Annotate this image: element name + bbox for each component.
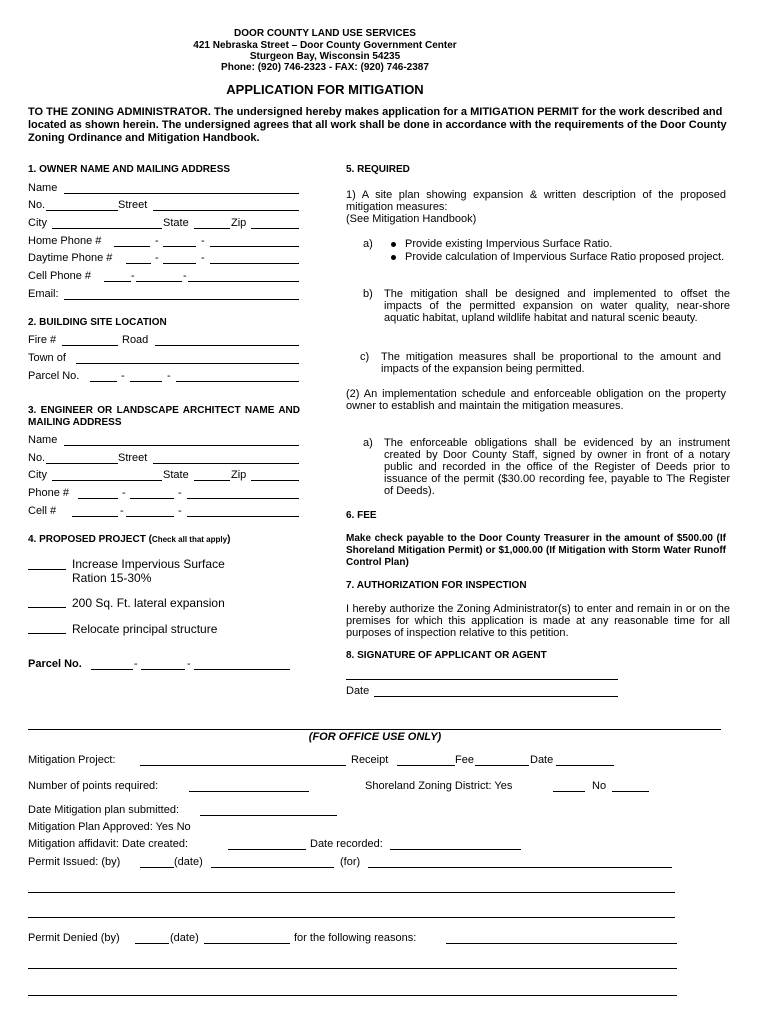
- owner-daytime-phone-field-1[interactable]: [126, 263, 151, 264]
- engineer-phone-field-2[interactable]: [130, 498, 174, 499]
- site-parcel-field-1[interactable]: [90, 381, 117, 382]
- section7-heading: 7. AUTHORIZATION FOR INSPECTION: [346, 580, 527, 591]
- engineer-street-field[interactable]: [153, 463, 299, 464]
- owner-zip-field[interactable]: [251, 228, 299, 229]
- dash: -: [183, 270, 187, 282]
- date-submitted-field[interactable]: [200, 815, 337, 816]
- owner-cell-phone-field-3[interactable]: [188, 281, 299, 282]
- fee-text: Make check payable to the Door County Treasurer in the amount of $500.00 (If Shoreland Mitigation Permit) or $1,000.00 (If Mitigation with Storm Water Runoff Control Plan): [346, 533, 726, 568]
- owner-city-field[interactable]: [52, 228, 162, 229]
- required-a2-text: Provide calculation of Impervious Surface Ratio proposed project.: [405, 251, 725, 263]
- project-option1-label: Increase Impervious Surface: [72, 557, 225, 571]
- header-address: 421 Nebraska Street – Door County Government Center: [193, 40, 457, 51]
- fee-field[interactable]: [475, 765, 529, 766]
- owner-state-label: State: [163, 217, 189, 229]
- section8-heading: 8. SIGNATURE OF APPLICANT OR AGENT: [346, 650, 547, 661]
- office-heading: [0, 731, 750, 743]
- header-phone: Phone: (920) 746-2323 - FAX: (920) 746-2387: [221, 62, 429, 73]
- owner-no-label: No.: [28, 199, 46, 211]
- project-parcel-field-2[interactable]: [141, 669, 185, 670]
- required-p1b: (See Mitigation Handbook): [346, 213, 477, 225]
- required-a-label: a): [363, 238, 373, 250]
- fee-label: Fee: [455, 754, 474, 766]
- receipt-field[interactable]: [397, 765, 455, 766]
- required-c-label: c): [360, 351, 370, 363]
- section5-heading: 5. REQUIRED: [346, 164, 410, 175]
- owner-cell-phone-field-1[interactable]: [104, 281, 131, 282]
- permit-issued-line-2[interactable]: [28, 892, 675, 893]
- dash: -: [178, 505, 182, 517]
- fire-field[interactable]: [62, 345, 118, 346]
- owner-cell-phone-label: Cell Phone #: [28, 270, 91, 282]
- page-title: APPLICATION FOR MITIGATION: [226, 82, 424, 97]
- engineer-state-field[interactable]: [194, 480, 230, 481]
- project-option1-label-2: Ration 15-30%: [72, 571, 152, 585]
- permit-issued-date-field[interactable]: [211, 867, 334, 868]
- shoreland-no-field[interactable]: [612, 791, 649, 792]
- permit-issued-for-field[interactable]: [368, 867, 672, 868]
- fire-label: Fire #: [28, 334, 57, 346]
- town-label: Town of: [28, 352, 66, 364]
- project-option3-check[interactable]: [28, 633, 66, 634]
- section1-heading: 1. OWNER NAME AND MAILING ADDRESS: [28, 164, 231, 175]
- date-recorded-label: Date recorded:: [310, 838, 383, 850]
- section2-heading: 2. BUILDING SITE LOCATION: [28, 317, 167, 328]
- project-parcel-label: Parcel No.: [28, 658, 82, 670]
- project-option3-label: Relocate principal structure: [72, 622, 218, 636]
- dash: -: [201, 235, 205, 247]
- date-recorded-field[interactable]: [390, 849, 521, 850]
- reasons-line-2[interactable]: [28, 968, 677, 969]
- office-heading-text: (FOR OFFICE USE ONLY): [308, 731, 442, 743]
- dash: -: [122, 487, 126, 499]
- owner-state-field[interactable]: [194, 228, 230, 229]
- engineer-phone-field-1[interactable]: [78, 498, 118, 499]
- site-parcel-label: Parcel No.: [28, 370, 80, 382]
- required-a1: [391, 238, 612, 250]
- engineer-cell-field-2[interactable]: [126, 516, 174, 517]
- date-submitted-label: Date Mitigation plan submitted:: [28, 804, 180, 816]
- dash: -: [134, 658, 138, 670]
- permit-denied-date-field[interactable]: [204, 943, 290, 944]
- section4-heading-close: ): [227, 534, 231, 545]
- required-b-label: b): [363, 288, 373, 300]
- required-a2: [391, 251, 730, 263]
- bullet-icon: [391, 242, 396, 247]
- engineer-name-field[interactable]: [64, 445, 299, 446]
- dash: -: [131, 270, 135, 282]
- section4-heading-text: 4. PROPOSED PROJECT (: [28, 534, 152, 545]
- engineer-no-label: No.: [28, 452, 46, 464]
- road-label: Road: [122, 334, 149, 346]
- engineer-no-field[interactable]: [46, 463, 118, 464]
- header-city: Sturgeon Bay, Wisconsin 54235: [249, 51, 401, 62]
- permit-issued-label: Permit Issued: (by): [28, 856, 121, 868]
- owner-street-field[interactable]: [153, 210, 299, 211]
- project-parcel-field-1[interactable]: [91, 669, 133, 670]
- owner-city-label: City: [28, 217, 47, 229]
- owner-home-phone-label: Home Phone #: [28, 235, 102, 247]
- owner-home-phone-field-3[interactable]: [210, 246, 299, 247]
- shoreland-no-label: No: [592, 780, 607, 792]
- signature-field[interactable]: [346, 679, 618, 680]
- dash: -: [155, 252, 159, 264]
- affidavit-label: Mitigation affidavit: Date created:: [28, 838, 188, 850]
- permit-issued-line-3[interactable]: [28, 917, 675, 918]
- section4-heading: [28, 534, 230, 545]
- shoreland-label: Shoreland Zoning District: Yes: [365, 780, 513, 792]
- receipt-label: Receipt: [351, 754, 389, 766]
- following-reasons-field[interactable]: [446, 943, 677, 944]
- date-label: Date: [530, 754, 554, 766]
- engineer-phone-label: Phone #: [28, 487, 69, 499]
- engineer-state-label: State: [163, 469, 189, 481]
- town-field[interactable]: [76, 363, 299, 364]
- header-org: DOOR COUNTY LAND USE SERVICES: [234, 28, 416, 39]
- following-reasons-label: for the following reasons:: [294, 932, 417, 944]
- owner-no-field[interactable]: [46, 210, 118, 211]
- owner-zip-label: Zip: [231, 217, 247, 229]
- permit-issued-date-label: (date): [174, 856, 203, 868]
- engineer-cell-field-3[interactable]: [187, 516, 299, 517]
- office-divider: [28, 729, 721, 730]
- project-option2-check[interactable]: [28, 607, 66, 608]
- permit-issued-by-field[interactable]: [140, 867, 174, 868]
- required-b: The mitigation shall be designed and implemented to offset the impacts of the permitted expansion on water quality, near-shore aquatic habitat, upland wildlife habitat and natural scenic beauty.: [384, 288, 730, 324]
- owner-home-phone-field-1[interactable]: [114, 246, 150, 247]
- dash: -: [187, 658, 191, 670]
- signature-date-label: Date: [346, 685, 370, 697]
- engineer-street-label: Street: [118, 452, 148, 464]
- site-parcel-field-2[interactable]: [130, 381, 162, 382]
- signature-date-field[interactable]: [374, 696, 618, 697]
- project-option2-label: 200 Sq. Ft. lateral expansion: [72, 596, 225, 610]
- section4-heading-note: Check all that apply: [151, 535, 228, 544]
- owner-street-label: Street: [118, 199, 148, 211]
- engineer-cell-field-1[interactable]: [72, 516, 118, 517]
- section6-heading: 6. FEE: [346, 510, 377, 521]
- engineer-zip-field[interactable]: [251, 480, 299, 481]
- owner-home-phone-field-2[interactable]: [163, 246, 196, 247]
- required-p2: (2) An implementation schedule and enforceable obligation on the property owner to establish and maintain the mitigation measures.: [346, 388, 726, 412]
- mitigation-project-label: Mitigation Project:: [28, 754, 116, 766]
- permit-denied-by-field[interactable]: [135, 943, 169, 944]
- permit-issued-for-label: (for): [340, 856, 361, 868]
- plan-approved-label: Mitigation Plan Approved: Yes No: [28, 821, 191, 833]
- date-field[interactable]: [556, 765, 614, 766]
- owner-daytime-phone-field-2[interactable]: [163, 263, 196, 264]
- intro-text: TO THE ZONING ADMINISTRATOR. The undersigned hereby makes application for a MITIGATION PERMIT for the work described and located as shown herein. The undersigned agrees that all work shall be done in accordance with the requirements of the Door County Zoning Ordinance and Mitigation Handbook.: [28, 106, 727, 144]
- site-parcel-field-3[interactable]: [176, 381, 299, 382]
- owner-name-label: Name: [28, 182, 58, 194]
- dash: -: [120, 505, 124, 517]
- road-field[interactable]: [155, 345, 299, 346]
- required-p2a: The enforceable obligations shall be evidenced by an instrument created by Door County Staff, signed by owner in front of a notary public and recorded in the office of the Register of Deeds prior to issuance of the permit ($30.00 recording fee, payable to The Register of Deeds).: [384, 437, 730, 497]
- affidavit-created-field[interactable]: [228, 849, 306, 850]
- points-label: Number of points required:: [28, 780, 159, 792]
- required-a1-text: Provide existing Impervious Surface Ratio.: [405, 238, 613, 250]
- owner-name-field[interactable]: [64, 193, 299, 194]
- required-p2a-label: a): [363, 437, 373, 449]
- engineer-cell-label: Cell #: [28, 505, 57, 517]
- dash: -: [178, 487, 182, 499]
- dash: -: [155, 235, 159, 247]
- engineer-city-field[interactable]: [52, 480, 162, 481]
- points-field[interactable]: [189, 791, 309, 792]
- owner-email-label: Email:: [28, 288, 59, 300]
- reasons-line-3[interactable]: [28, 995, 677, 996]
- owner-daytime-phone-field-3[interactable]: [210, 263, 299, 264]
- dash: -: [121, 370, 125, 382]
- required-p1: 1) A site plan showing expansion & written description of the proposed mitigation measures:: [346, 189, 726, 213]
- dash: -: [201, 252, 205, 264]
- permit-denied-date-label: (date): [170, 932, 199, 944]
- required-c: The mitigation measures shall be proportional to the amount and impacts of the expansion being permitted.: [381, 351, 721, 375]
- engineer-phone-field-3[interactable]: [187, 498, 299, 499]
- owner-daytime-phone-label: Daytime Phone #: [28, 252, 113, 264]
- engineer-zip-label: Zip: [231, 469, 247, 481]
- dash: -: [167, 370, 171, 382]
- mitigation-project-field[interactable]: [140, 765, 346, 766]
- section3-heading: 3. ENGINEER OR LANDSCAPE ARCHITECT NAME AND MAILING ADDRESS: [28, 405, 300, 428]
- project-option1-check[interactable]: [28, 569, 66, 570]
- bullet-icon: [391, 255, 396, 260]
- engineer-name-label: Name: [28, 434, 58, 446]
- authorization-text: I hereby authorize the Zoning Administrator(s) to enter and remain in or on the premises for which this application is made at any reasonable time for all purposes of inspection relative to this petition.: [346, 603, 730, 639]
- project-parcel-field-3[interactable]: [194, 669, 290, 670]
- permit-denied-label: Permit Denied (by): [28, 932, 120, 944]
- engineer-city-label: City: [28, 469, 47, 481]
- owner-cell-phone-field-2[interactable]: [136, 281, 182, 282]
- owner-email-field[interactable]: [64, 299, 299, 300]
- shoreland-yes-field[interactable]: [553, 791, 585, 792]
